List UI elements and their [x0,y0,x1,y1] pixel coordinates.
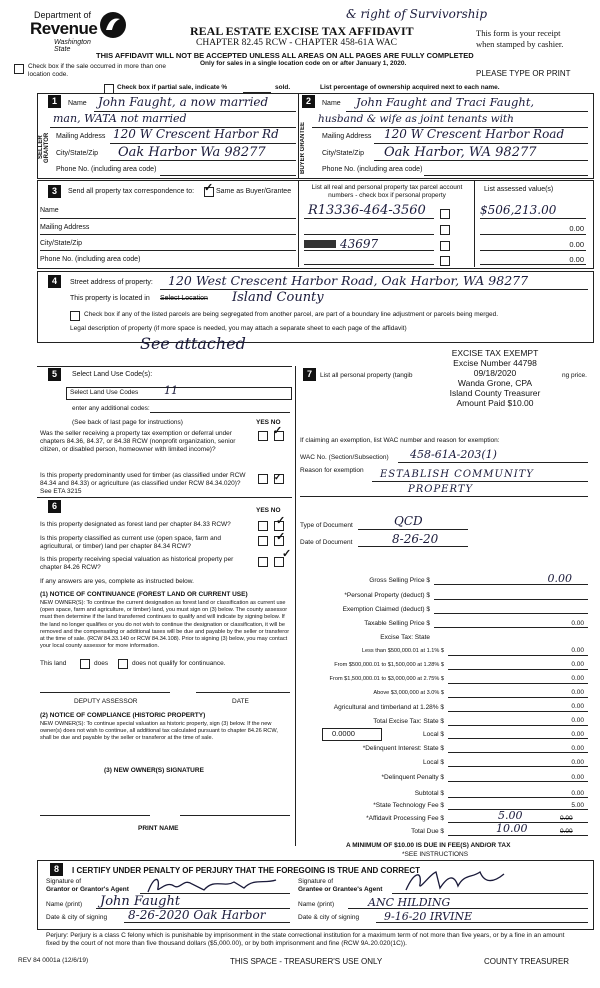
multiple-location-checkbox[interactable] [14,64,24,74]
parcel-2-personal-checkbox[interactable] [440,225,450,235]
seller-name-1: John Faught, a now married [98,95,269,109]
tax-line-value: 0.00 [571,790,584,797]
stamp-line1: EXCISE TAX EXEMPT [451,348,539,358]
claim-exemption-label: If claiming an exemption, list WAC number and reason for exemption: [300,437,500,444]
form-subtitle: CHAPTER 82.45 RCW - CHAPTER 458-61A WAC [196,38,398,48]
section-1-badge: 1 [48,95,61,108]
county-treasurer: COUNTY TREASURER [484,957,570,966]
receipt-note-1: This form is your receipt [476,28,561,38]
q6-2: Is this property classified as current use (open space, farm and agricultural, or timber) land per chapter 84.34 RCW? [40,535,222,550]
segregated-checkbox[interactable] [70,311,80,321]
located-label: This property is located in [70,295,150,302]
parcel-3-personal-checkbox[interactable] [440,241,450,251]
tax-line-label: Agricultural and timberland at 1.28% $ [333,704,444,711]
q5-2-check-mark: ✓ [274,472,282,482]
grantee-date-city: 9-16-20 IRVINE [384,910,473,923]
buyer-mailing-value: 120 W Crescent Harbor Road [384,127,565,141]
grantee-date-city-label: Date & city of signing [298,914,360,921]
section-3-badge: 3 [48,185,61,198]
seller-side-label: SELLER GRANTOR [38,132,50,163]
grantor-sig-label-1: Signature of [46,878,82,885]
handwritten-survivorship: & right of Survivorship [346,7,488,21]
reason-label: Reason for exemption [300,467,364,474]
tax-line-value: 5.00 [571,802,584,809]
tax-line-value: 0.00 [571,703,584,710]
multiple-location-label: Check box if the sale occurred in more than one location code. [28,63,167,78]
land-does-not-checkbox[interactable] [118,659,128,669]
tax-line-label: Local $ [423,731,444,738]
stamp-line2: Excise Number 44798 [453,358,537,368]
print-name-label: PRINT NAME [138,825,179,832]
street-value: 120 West Crescent Harbor Road, Oak Harbor, WA 98277 [168,273,529,288]
seller-phone-label: Phone No. (including area code) [56,166,157,173]
parcel-1: R13336-464-3560 [308,203,426,218]
corr-city-label: City/State/Zip [40,240,83,247]
grantor-name-print-label: Name (print) [46,901,83,908]
sold-label: sold. [275,84,291,91]
parcel-3: 43697 [340,237,379,251]
land-does-label: does [94,660,109,667]
section5-yes-no: YES NO [256,419,281,426]
seller-city-value: Oak Harbor Wa 98277 [118,145,266,160]
dept-line1: Department of [34,10,92,20]
grantor-sig-label-2: Grantor or Grantor's Agent [46,886,129,893]
only-for-note: Only for sales in a single location code on or after January 1, 2020. [200,60,407,67]
tax-line-label: Exemption Claimed (deduct) $ [342,606,430,613]
corr-name-label: Name [40,207,59,214]
list-percentage-label: List percentage of ownership acquired next to each name. [320,84,500,91]
dept-line2: Revenue [30,19,98,38]
seller-mailing-value: 120 W Crescent Harbor Rd [113,127,279,141]
form-id: REV 84 0001a (12/6/19) [18,957,89,964]
q6-3: Is this property receiving special valuation as historical property per chapter 84.26 RCW? [40,556,234,571]
tax-line-label: Local $ [423,759,444,766]
q5-2-yes-checkbox[interactable] [258,474,268,484]
grantee-name-print: ANC HILDING [368,896,451,909]
minimum-due-note: A MINIMUM OF $10.00 IS DUE IN FEE(S) AND/OR TAX [346,842,511,849]
assessed-2: 0.00 [569,224,584,233]
section-8-badge: 8 [50,863,63,876]
wac-value: 458-61A-203(1) [410,448,497,461]
please-type: PLEASE TYPE OR PRINT [476,69,571,78]
local-rate-value: 0.0000 [332,729,355,738]
personal-property-label: List all personal property (tangib [320,372,413,379]
exempt-stamp [420,348,570,408]
grantor-name-print: John Faught [100,894,181,909]
q6-2-check-mark: ✓ [276,531,286,543]
doc-date-value: 8-26-20 [392,532,439,546]
dept-logo [8,8,108,53]
tax-line-value: 0.00 [571,620,584,627]
assessed-1: $506,213.00 [480,203,557,217]
grantor-date-city: 8-26-2020 Oak Harbor [128,908,266,922]
section-5-badge: 5 [48,368,61,381]
parcel-4-personal-checkbox[interactable] [440,256,450,266]
q5-1-yes-checkbox[interactable] [258,431,268,441]
buyer-phone-label: Phone No. (including area code) [322,166,423,173]
section6-yes-no: YES NO [256,507,281,514]
parcel-1-personal-checkbox[interactable] [440,209,450,219]
q6-2-yes-checkbox[interactable] [258,536,268,546]
grantee-sig-label-1: Signature of [298,878,334,885]
seller-name-2: man, WATA not married [53,112,187,125]
grantee-signature [400,868,520,894]
q6-1-yes-checkbox[interactable] [258,521,268,531]
buyer-city-label: City/State/Zip [322,150,365,157]
grantee-name-print-label: Name (print) [298,901,335,908]
buyer-side-label: BUYER GRANTEE [300,121,306,174]
certify-statement: I CERTIFY UNDER PENALTY OF PERJURY THAT THE FOREGOING IS TRUE AND CORRECT [72,866,421,875]
tax-line-value: 0.00 [571,731,584,738]
tax-line-label: Less than $500,000.01 at 1.1% $ [361,648,444,654]
tax-line-label: *Personal Property (deduct) $ [344,592,430,599]
tax-line-value: 0.00 [571,774,584,781]
buyer-name-1: John Faught and Traci Faught, [356,95,535,109]
buyer-name-label: Name [322,100,341,107]
seller-mailing-label: Mailing Address [56,133,106,140]
tax-line-value: 0.00 [571,689,584,696]
doc-type-label: Type of Document [300,522,353,529]
notice3-title: (3) NEW OWNER(S) SIGNATURE [104,767,204,774]
see-back-note: (See back of last page for instructions) [72,419,183,426]
reason-value-1: ESTABLISH COMMUNITY [380,469,534,480]
stamp-line4: Wanda Grone, CPA [457,378,533,388]
q5-2: Is this property predominantly used for timber (as classified under RCW 84.34 and 84.33) or agriculture (as classified under RCW 84.34.020)? See ETA 3215 [40,472,246,495]
legal-value: See attached [140,334,246,353]
q6-3-yes-checkbox[interactable] [258,557,268,567]
perjury-statement: Perjury: Perjury is a class C felony which is punishable by imprisonment in the state correctional institution for a maximum term of not more than five years, or by a fine in an amount fixed by the court of not more than five thousand dollars ($5,000.00), or by both imprisonment and fine (RCW 9A.20.020(1C)). [46,932,565,947]
stamp-line6: Amount Paid $10.00 [456,398,534,408]
q5-1: Was the seller receiving a property tax exemption or deferral under chapters 84.36, 84.37, or 84.38 RCW (nonprofit organization, senior citizen, or disabled person, homeowner with limited income)? [40,430,236,453]
tax-line-label: Excise Tax: State [380,634,430,641]
seller-city-label: City/State/Zip [56,150,99,157]
wac-label: WAC No. (Section/Subsection) [300,454,389,461]
tax-line-label: From $500,000.01 to $1,500,000 at 1.28% $ [334,662,444,668]
deputy-assessor-label: DEPUTY ASSESSOR [74,698,138,705]
tax-line-label: Gross Selling Price $ [369,577,430,584]
parcel-3-scribble [304,240,336,248]
street-label: Street address of property: [70,279,153,286]
doc-date-label: Date of Document [300,539,353,546]
tax-line-label: *State Technology Fee $ [373,802,444,809]
assessed-3: 0.00 [569,240,584,249]
struck-fee-value: 0.00 [560,815,573,822]
stamp-line5: Island County Treasurer [449,388,541,398]
buyer-city-value: Oak Harbor, WA 98277 [384,145,537,160]
tax-line-value: 0.00 [571,661,584,668]
send-correspondence-label: Send all property tax correspondence to: [68,188,195,195]
buyer-name-2: husband & wife as joint tenants with [318,113,514,125]
select-land-use-label: Select Land Use Code(s): [72,371,153,378]
land-use-code-value: 11 [164,384,178,397]
q6-3-check-mark: ✓ [282,548,292,560]
segregated-label: Check box if any of the listed parcels are being segregated from another parcel, are part of a boundary line adjustment or parcels being merged. [84,311,499,318]
this-land-label: This land [40,660,67,667]
tax-line-value: 10.00 [496,822,528,835]
parcel-header: List all real and personal property tax parcel account numbers - check box if personal property [311,184,463,199]
tax-line-label: *Delinquent Interest: State $ [362,745,444,752]
tax-line-label: *Affidavit Processing Fee $ [366,815,444,822]
tax-line-value: 0.00 [571,675,584,682]
section-4-badge: 4 [48,275,61,288]
tax-line-label: Taxable Selling Price $ [364,620,430,627]
struck-total-value: 0.00 [560,828,573,835]
reason-value-2: PROPERTY [408,484,474,495]
form-warning: THIS AFFIDAVIT WILL NOT BE ACCEPTED UNLESS ALL AREAS ON ALL PAGES ARE FULLY COMPLETED [96,51,474,60]
notice2-body: NEW OWNER(S): To continue special valuation as historic property, sign (3) below. If the new owner(s) does not wish to continue, all additional tax calculated pursuant to chapter 84.26 RCW, shall be due and payable by the seller or transferor at the time of sale. [40,721,278,742]
located-struck: Select Location [160,295,208,302]
corr-phone-label: Phone No. (including area code) [40,256,141,263]
see-instructions-note: *SEE INSTRUCTIONS [402,851,469,858]
legal-label: Legal description of property (if more space is needed, you may attach a separate sheet to each page of the affidavit) [70,325,407,332]
tax-line-label: From $1,500,000.01 to $3,000,000 at 2.75% $ [329,676,444,682]
revenue-swirl-icon [98,10,128,40]
assessed-header: List assessed value(s) [484,186,554,193]
doc-type-value: QCD [394,514,423,528]
tax-line-value: 0.00 [571,745,584,752]
partial-sale-label: Check box if partial sale, indicate % [117,84,228,91]
additional-codes-label: enter any additional codes: [72,405,150,412]
receipt-note-2: when stamped by cashier. [476,39,564,49]
tax-line-value: 5.00 [498,809,523,822]
land-use-select-text: Select Land Use Codes [70,389,139,396]
located-value: Island County [232,290,324,305]
land-does-not-label: does not qualify for continuance. [132,660,226,667]
tax-line-label: Above $3,000,000 at 3.0% $ [373,690,444,696]
notice1-title: (1) NOTICE OF CONTINUANCE (FOREST LAND OR CURRENT USE) [40,591,248,598]
corr-mailing-label: Mailing Address [40,224,90,231]
section-2-badge: 2 [302,95,315,108]
tax-line-value: 0.00 [547,572,572,585]
form-title: REAL ESTATE EXCISE TAX AFFIDAVIT [190,24,414,38]
land-does-checkbox[interactable] [80,659,90,669]
same-as-buyer-check-mark: ✓ [204,182,214,194]
tax-line-label: Total Due $ [411,828,444,835]
tax-line-label: *Delinquent Penalty $ [381,774,444,781]
tax-line-value: 0.00 [571,759,584,766]
q6-1-check-mark: ✓ [276,515,286,527]
personal-property-suffix: ng price. [562,372,587,379]
tax-line-value: 0.00 [571,717,584,724]
q5-1-check-mark: ✓ [273,425,283,437]
tax-line-value: 0.00 [571,647,584,654]
if-yes-note: If any answers are yes, complete as instructed below. [40,578,194,585]
grantee-sig-label-2: Grantee or Grantee's Agent [298,886,383,893]
assessed-4: 0.00 [569,255,584,264]
notice1-body: NEW OWNER(S): To continue the current designation as forest land or classification as current use (open space, farm and agriculture, or timber) land, you must sign on (3) below. The county assessor must then determine if the land transferred continues to qualify and will indicate by signing below. If the land no longer qualifies or you do not wish to continue the designation or classification, it will be removed and the compensating or additional taxes will be due and payable by the seller or transferor at the time of sale. (RCW 84.33.140 or RCW 84.34.108). Prior to signing (3) below, you may contact your local county assessor for more information. [40,600,290,650]
treasurer-use: THIS SPACE - TREASURER'S USE ONLY [230,957,383,966]
stamp-line3: 09/18/2020 [473,368,517,378]
buyer-mailing-label: Mailing Address [322,133,372,140]
dept-line3: Washington State [54,39,91,53]
notice2-title: (2) NOTICE OF COMPLIANCE (HISTORIC PROPERTY) [40,712,206,719]
tax-line-label: Subtotal $ [414,790,444,797]
grantor-date-city-label: Date & city of signing [46,914,108,921]
tax-line-label: Total Excise Tax: State $ [373,718,444,725]
same-as-buyer-label: Same as Buyer/Grantee [216,188,292,195]
seller-name-label: Name [68,100,87,107]
section-7-badge: 7 [303,368,316,381]
grantor-signature [144,874,284,896]
assessor-date-label: DATE [232,698,249,705]
q6-1: Is this property designated as forest land per chapter 84.33 RCW? [40,521,231,528]
section-6-badge: 6 [48,500,61,513]
